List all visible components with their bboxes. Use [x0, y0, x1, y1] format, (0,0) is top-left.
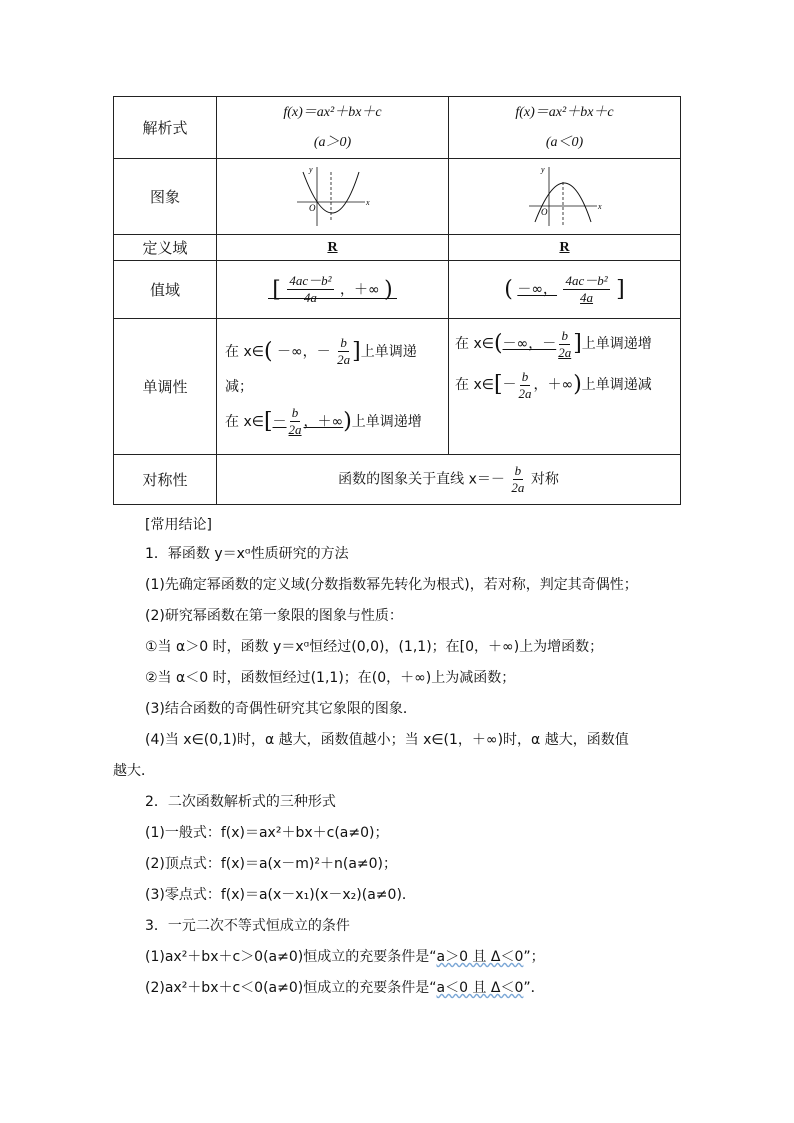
row-domain [114, 235, 681, 261]
label-graph: 图象 [114, 159, 217, 235]
row-graph [114, 159, 681, 235]
parabola-up-graph [293, 164, 373, 230]
graph-a-neg [449, 159, 681, 235]
domain-a-neg: R [449, 235, 681, 261]
range-a-neg: ( －∞， $\frac{\text{4ac－b²}}{4a}$ ] [449, 261, 681, 319]
label-monotone: 单调性 [114, 319, 217, 455]
s2-title: 2．二次函数解析式的三种形式 [145, 794, 336, 810]
formula-a-pos-cond: (a＞0) [313, 134, 352, 150]
range-a-pos: [ $\frac{\text{4ac－b²}}{4a}$ ，＋∞ ) [217, 261, 449, 319]
s1-item-1: (1)先确定幂函数的定义域(分数指数幂先转化为根式)，若对称，判定其奇偶性； [145, 577, 638, 593]
svg-text:O: O [540, 206, 547, 217]
label-formula: 解析式 [114, 97, 217, 159]
label-range: 值域 [114, 261, 217, 319]
monotone-a-pos: 在 x∈( －∞，－ $\frac{b}{2a}$ ]上单调递 减； 在 x∈[－ $\frac{b}{2a}$ ，＋∞)上单调递增 [217, 319, 449, 455]
formula-a-neg [449, 97, 681, 159]
s3-item-2: (2)ax²＋bx＋c＜0(a≠0)恒成立的充要条件是“a＜0 且 Δ＜0”． [145, 980, 545, 996]
monotone-a-neg: 在 x∈(－∞，－ $\frac{b}{2a}$ ]上单调递增 在 x∈[－ $\frac{b}{2a}$ ，＋∞)上单调递减 [449, 319, 681, 455]
axis-y-label: y [308, 164, 313, 174]
s2-item-1: (1)一般式：f(x)＝ax²＋bx＋c(a≠0)； [145, 825, 389, 841]
s3-item-1-condition: a＞0 且 Δ＜0 [436, 949, 524, 965]
row-symmetry [114, 455, 681, 505]
domain-a-pos: R [217, 235, 449, 261]
row-formula [114, 97, 681, 159]
axis-x-label: x [365, 197, 370, 207]
s1-item-4: ②当 α＜0 时，函数恒经过(1,1)；在(0，＋∞)上为减函数； [145, 670, 516, 686]
s3-title: 3．一元二次不等式恒成立的条件 [145, 918, 350, 934]
svg-text:y: y [540, 164, 545, 174]
formula-a-pos [217, 97, 449, 159]
s2-item-3: (3)零点式：f(x)＝a(x－x₁)(x－x₂)(a≠0)． [145, 887, 416, 903]
formula-a-neg-expr: f(x)＝ax²＋bx＋c [515, 104, 614, 120]
formula-a-pos-expr: f(x)＝ax²＋bx＋c [283, 104, 382, 120]
s1-item-5: (3)结合函数的奇偶性研究其它象限的图象． [145, 701, 417, 717]
formula-a-neg-cond: (a＜0) [545, 134, 584, 150]
s1-item-2: (2)研究幂函数在第一象限的图象与性质： [145, 608, 403, 624]
label-symmetry: 对称性 [114, 455, 217, 505]
s1-item-6a: (4)当 x∈(0,1)时，α 越大，函数值越小；当 x∈(1，＋∞)时，α 越大，函数值 [145, 732, 629, 748]
symmetry-content: 函数的图象关于直线 x＝－ $\frac{b}{2a}$ 对称 [217, 455, 681, 505]
origin-label: O [308, 202, 315, 213]
s3-item-2-condition: a＜0 且 Δ＜0 [436, 980, 524, 996]
quadratic-properties-table [113, 96, 681, 505]
svg-text:x: x [597, 201, 602, 211]
s1-item-6b: 越大． [113, 763, 155, 779]
s3-item-1: (1)ax²＋bx＋c＞0(a≠0)恒成立的充要条件是“a＞0 且 Δ＜0”； [145, 949, 545, 965]
row-range [114, 261, 681, 319]
parabola-down-graph [525, 164, 605, 230]
notes-heading: [常用结论] [145, 517, 212, 533]
row-monotone [114, 319, 681, 455]
label-domain: 定义域 [114, 235, 217, 261]
s1-item-3: ①当 α＞0 时，函数 y＝xᵅ恒经过(0,0)，(1,1)；在[0，＋∞)上为增函数； [145, 639, 604, 655]
s2-item-2: (2)顶点式：f(x)＝a(x－m)²＋n(a≠0)； [145, 856, 398, 872]
s1-title: 1．幂函数 y＝xᵅ性质研究的方法 [145, 546, 349, 562]
graph-a-pos [217, 159, 449, 235]
